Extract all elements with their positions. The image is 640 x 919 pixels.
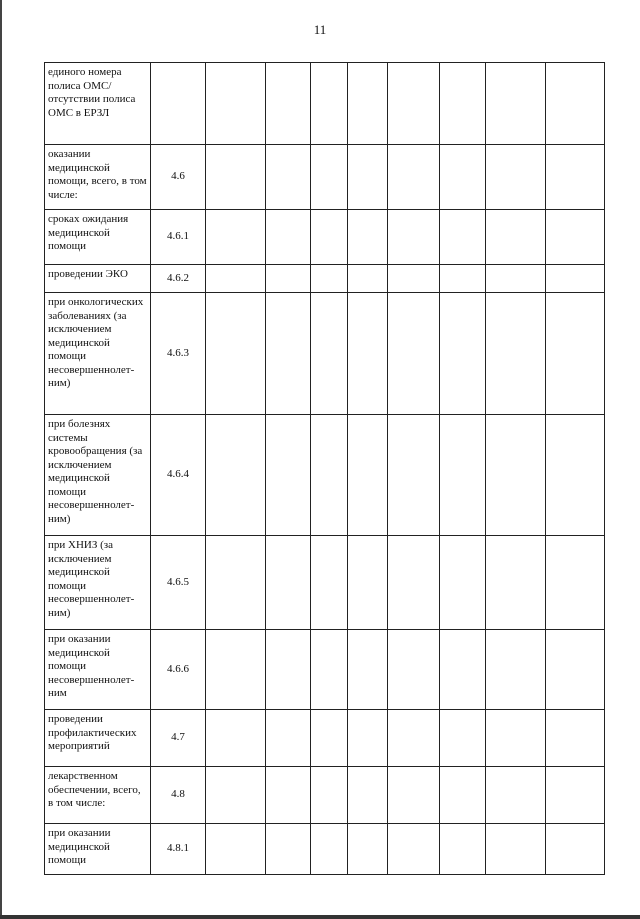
row-label: при оказании медицинской помощи несовершеннолет-ним [45, 630, 151, 710]
empty-cell [266, 710, 311, 767]
empty-cell [311, 145, 348, 210]
scan-bottom-edge [0, 915, 640, 919]
table-row [45, 293, 605, 415]
empty-cell [206, 824, 266, 875]
empty-cell [311, 536, 348, 630]
empty-cell [348, 145, 388, 210]
empty-cell [266, 415, 311, 536]
empty-cell [348, 536, 388, 630]
row-label: при онкологических заболеваниях (за исключением медицинской помощи несовершеннолет-ним) [45, 293, 151, 415]
empty-cell [266, 293, 311, 415]
empty-cell [546, 293, 605, 415]
row-code: 4.6.5 [151, 536, 206, 630]
empty-cell [266, 210, 311, 265]
empty-cell [266, 767, 311, 824]
empty-cell [206, 210, 266, 265]
empty-cell [206, 630, 266, 710]
empty-cell [311, 630, 348, 710]
empty-cell [388, 767, 440, 824]
empty-cell [311, 767, 348, 824]
empty-cell [486, 630, 546, 710]
empty-cell [348, 63, 388, 145]
empty-cell [486, 536, 546, 630]
empty-cell [440, 824, 486, 875]
empty-cell [546, 767, 605, 824]
empty-cell [206, 710, 266, 767]
row-label: проведении ЭКО [45, 265, 151, 293]
empty-cell [440, 536, 486, 630]
table-row [45, 710, 605, 767]
empty-cell [440, 415, 486, 536]
empty-cell [546, 265, 605, 293]
row-label: оказании медицинской помощи, всего, в том числе: [45, 145, 151, 210]
empty-cell [266, 265, 311, 293]
empty-cell [486, 265, 546, 293]
empty-cell [546, 824, 605, 875]
empty-cell [440, 710, 486, 767]
empty-cell [440, 63, 486, 145]
empty-cell [388, 145, 440, 210]
empty-cell [486, 710, 546, 767]
empty-cell [440, 767, 486, 824]
empty-cell [206, 63, 266, 145]
empty-cell [546, 210, 605, 265]
empty-cell [266, 145, 311, 210]
empty-cell [206, 415, 266, 536]
empty-cell [440, 265, 486, 293]
empty-cell [388, 293, 440, 415]
empty-cell [546, 415, 605, 536]
empty-cell [348, 293, 388, 415]
row-label: сроках ожидания медицинской помощи [45, 210, 151, 265]
empty-cell [206, 293, 266, 415]
page-number: 11 [313, 22, 327, 37]
empty-cell [388, 710, 440, 767]
empty-cell [348, 767, 388, 824]
empty-cell [440, 210, 486, 265]
empty-cell [486, 293, 546, 415]
report-table [44, 62, 605, 875]
empty-cell [388, 265, 440, 293]
empty-cell [206, 145, 266, 210]
empty-cell [388, 536, 440, 630]
empty-cell [266, 536, 311, 630]
empty-cell [311, 824, 348, 875]
table-row [45, 210, 605, 265]
empty-cell [348, 210, 388, 265]
empty-cell [266, 630, 311, 710]
empty-cell [486, 210, 546, 265]
table-row [45, 145, 605, 210]
empty-cell [546, 630, 605, 710]
empty-cell [486, 824, 546, 875]
empty-cell [440, 145, 486, 210]
empty-cell [206, 767, 266, 824]
table-row [45, 536, 605, 630]
empty-cell [348, 630, 388, 710]
table-row [45, 824, 605, 875]
empty-cell [311, 265, 348, 293]
empty-cell [388, 415, 440, 536]
table-row [45, 63, 605, 145]
empty-cell [348, 824, 388, 875]
empty-cell [388, 824, 440, 875]
empty-cell [440, 630, 486, 710]
empty-cell [206, 536, 266, 630]
empty-cell [311, 210, 348, 265]
empty-cell [486, 145, 546, 210]
row-label: при болезнях системы кровообращения (за исключением медицинской помощи несовершеннолет-ним) [45, 415, 151, 536]
row-label: проведении профилактических мероприятий [45, 710, 151, 767]
row-code: 4.8.1 [151, 824, 206, 875]
empty-cell [311, 63, 348, 145]
empty-cell [388, 63, 440, 145]
empty-cell [311, 293, 348, 415]
empty-cell [206, 265, 266, 293]
empty-cell [348, 415, 388, 536]
row-label: при ХНИЗ (за исключением медицинской помощи несовершеннолет-ним) [45, 536, 151, 630]
row-code [151, 63, 206, 145]
row-code: 4.7 [151, 710, 206, 767]
row-code: 4.6.6 [151, 630, 206, 710]
empty-cell [546, 63, 605, 145]
row-code: 4.6.4 [151, 415, 206, 536]
empty-cell [546, 145, 605, 210]
row-code: 4.6.2 [151, 265, 206, 293]
empty-cell [388, 630, 440, 710]
table-row [45, 630, 605, 710]
empty-cell [486, 63, 546, 145]
empty-cell [440, 293, 486, 415]
scan-left-edge [0, 0, 2, 919]
row-label: при оказании медицинской помощи [45, 824, 151, 875]
row-label: лекарственном обеспечении, всего, в том числе: [45, 767, 151, 824]
empty-cell [311, 415, 348, 536]
empty-cell [546, 536, 605, 630]
table-row [45, 767, 605, 824]
row-code: 4.6.1 [151, 210, 206, 265]
row-code: 4.8 [151, 767, 206, 824]
table-row [45, 265, 605, 293]
empty-cell [546, 710, 605, 767]
empty-cell [348, 710, 388, 767]
empty-cell [311, 710, 348, 767]
table-row [45, 415, 605, 536]
row-code: 4.6 [151, 145, 206, 210]
empty-cell [348, 265, 388, 293]
empty-cell [388, 210, 440, 265]
empty-cell [266, 824, 311, 875]
empty-cell [486, 415, 546, 536]
row-label: единого номера полиса ОМС/отсутствии полиса ОМС в ЕРЗЛ [45, 63, 151, 145]
empty-cell [486, 767, 546, 824]
row-code: 4.6.3 [151, 293, 206, 415]
empty-cell [266, 63, 311, 145]
